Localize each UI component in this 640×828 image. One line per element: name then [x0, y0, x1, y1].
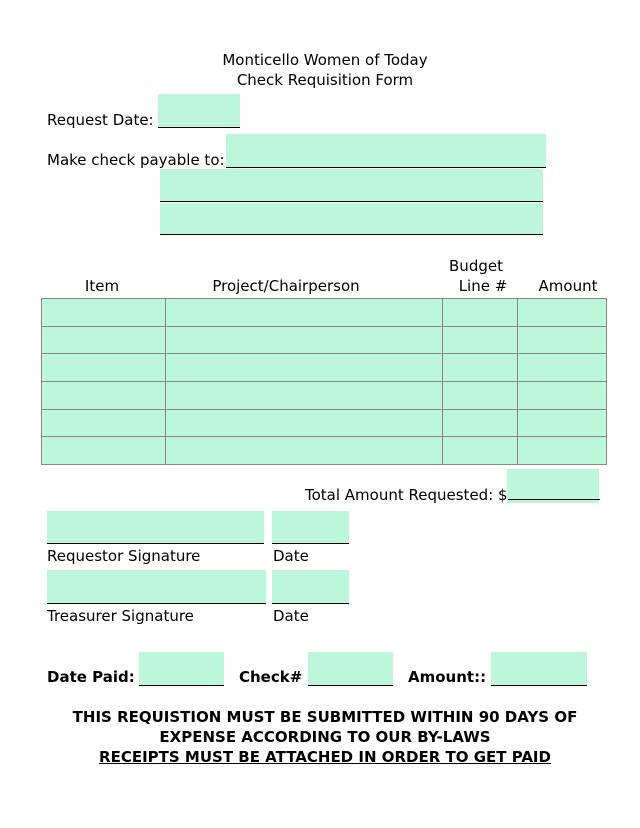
item-cell[interactable]	[42, 299, 166, 327]
amount-paid-label: Amount::	[408, 668, 487, 686]
project-cell[interactable]	[165, 354, 443, 382]
budget-line-cell[interactable]	[443, 326, 518, 354]
items-table	[41, 298, 607, 465]
project-cell[interactable]	[165, 299, 443, 327]
project-cell[interactable]	[165, 409, 443, 437]
budget-line-cell[interactable]	[443, 409, 518, 437]
item-cell[interactable]	[42, 354, 166, 382]
request-date-field[interactable]	[158, 94, 240, 128]
total-label: Total Amount Requested: $	[305, 486, 600, 504]
amount-cell[interactable]	[518, 382, 607, 410]
budget-line-cell[interactable]	[443, 437, 518, 465]
item-cell[interactable]	[42, 382, 166, 410]
project-cell[interactable]	[165, 437, 443, 465]
budget-line-cell[interactable]	[443, 299, 518, 327]
requestor-date-field[interactable]	[272, 511, 349, 544]
item-cell[interactable]	[42, 437, 166, 465]
org-name: Monticello Women of Today	[222, 51, 428, 69]
form-title: Check Requisition Form	[236, 71, 414, 89]
date-paid-label: Date Paid:	[47, 668, 135, 686]
request-date-label: Request Date:	[47, 111, 154, 129]
table-row	[42, 437, 607, 465]
table-row	[42, 409, 607, 437]
check-label: Check#	[239, 668, 303, 686]
amount-cell[interactable]	[518, 409, 607, 437]
notice-line-2: EXPENSE ACCORDING TO OUR BY-LAWS	[159, 728, 491, 746]
header-item: Item	[84, 277, 120, 295]
table-row	[42, 299, 607, 327]
table-row	[42, 354, 607, 382]
requestor-label: Requestor Signature	[47, 547, 201, 565]
notice-line-3: RECEIPTS MUST BE ATTACHED IN ORDER TO GET PAID	[99, 748, 551, 766]
treasurer-signature-field[interactable]	[47, 570, 266, 604]
payee-field-2[interactable]	[160, 169, 543, 202]
payee-field-1[interactable]	[226, 134, 546, 168]
payee-field-3[interactable]	[160, 203, 543, 235]
check-number-field[interactable]	[308, 652, 393, 686]
table-row	[42, 326, 607, 354]
notice-line-1: THIS REQUISTION MUST BE SUBMITTED WITHIN 90 DAYS OF	[72, 708, 578, 726]
header-line: Line #	[458, 277, 508, 295]
date-paid-field[interactable]	[139, 652, 224, 686]
amount-paid-field[interactable]	[491, 652, 587, 686]
requestor-signature-field[interactable]	[47, 511, 264, 544]
amount-cell[interactable]	[518, 326, 607, 354]
amount-cell[interactable]	[518, 299, 607, 327]
project-cell[interactable]	[165, 326, 443, 354]
item-cell[interactable]	[42, 326, 166, 354]
budget-line-cell[interactable]	[443, 354, 518, 382]
payable-label: Make check payable to:	[47, 151, 225, 169]
amount-cell[interactable]	[518, 354, 607, 382]
header-amount: Amount	[538, 277, 598, 295]
budget-line-cell[interactable]	[443, 382, 518, 410]
treasurer-date-label: Date	[273, 607, 309, 625]
project-cell[interactable]	[165, 382, 443, 410]
requestor-date-label: Date	[273, 547, 309, 565]
header-project: Project/Chairperson	[212, 277, 360, 295]
amount-cell[interactable]	[518, 437, 607, 465]
treasurer-date-field[interactable]	[272, 570, 349, 604]
treasurer-label: Treasurer Signature	[47, 607, 194, 625]
header-budget: Budget	[449, 257, 503, 275]
table-row	[42, 382, 607, 410]
item-cell[interactable]	[42, 409, 166, 437]
